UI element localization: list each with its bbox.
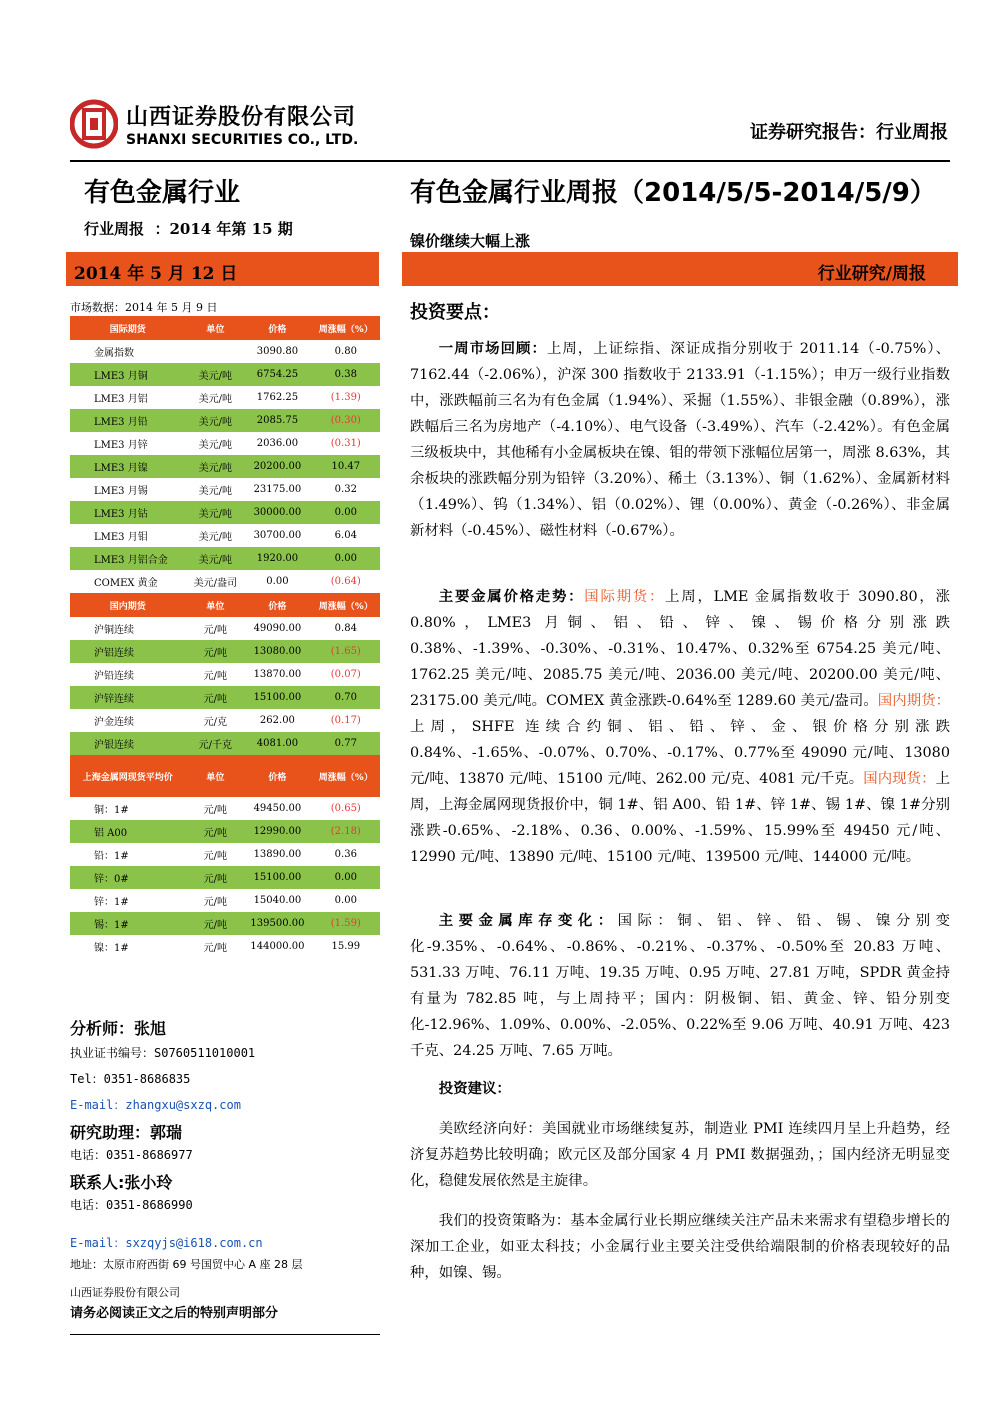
price-trend-paragraph: 主要金属价格走势：国际期货：上周，LME 金属指数收于 3090.80，涨 0.80%，LME3 月铜、铝、铅、锌、镍、锡价格分别涨跌 0.38%、-1.39%、-0.30%、-0.31%、10.47%、0.32%至 6754.25 美元/吨、1762.25 美元/吨、2085.75 美元/吨、2036.00 美元/吨、20200.00 美元/吨、23175.00 美元/吨。COMEX 黄金涨跌-0.64%至 1289.60 美元/盎司。国内期货：上周，SHFE 连续合约铜、铝、铅、锌、金、银价格分别涨跌 0.84%、-1.65%、-0.07%、0.70%、-0.17%、0.77%至 49090 元/吨、13080 元/吨、13870 元/吨、15100 元/吨、262.00 元/克、4081 元/千克。国内现货：上周，上海金属网现货报价中，铜 1#、铝 A00、铅 1#、锌 1#、锡 1#、镍 1#分别涨跌-0.65%、-2.18%、0.36、0.00%、-1.59%、15.99%至 49450 元/吨、12990 元/吨、13890 元/吨、15100 元/吨、139500 元/吨、144000 元/吨。 — [410, 589, 950, 865]
analyst-name: 分析师：张旭 — [70, 1019, 167, 1038]
table-cell: 铝 A00 — [70, 820, 187, 843]
table-row — [70, 617, 380, 640]
table-cell: 铅：1# — [70, 843, 187, 866]
table-cell: 美元/吨 — [187, 547, 243, 570]
table-cell: 2085.75 — [243, 409, 311, 432]
table-cell: 镍：1# — [70, 935, 187, 958]
company-name-en: SHANXI SECURITIES CO., LTD. — [126, 132, 359, 148]
market-data-table — [70, 316, 380, 958]
table-cell: 3090.80 — [243, 340, 311, 363]
table-cell: LME3 月铝合金 — [70, 547, 187, 570]
table-cell — [187, 340, 243, 363]
table-cell: 15100.00 — [243, 866, 311, 889]
table-cell: 元/吨 — [187, 663, 243, 686]
table-cell: 13870.00 — [243, 663, 311, 686]
table-cell: 锡：1# — [70, 912, 187, 935]
table-cell: 30000.00 — [243, 501, 311, 524]
table-cell: 0.00 — [312, 501, 380, 524]
header-cell: 上海金属网现货平均价 — [70, 755, 187, 797]
table-cell: 49450.00 — [243, 797, 311, 820]
contact-email[interactable]: E-mail：sxzqyjs@i618.com.cn — [70, 1236, 263, 1250]
inventory-paragraph: 主要金属库存变化：国际：铜、铝、锌、铅、锡、镍分别变化-9.35%、-0.64%、-0.86%、-0.21%、-0.37%、-0.50%至 20.83 万吨、531.33 万吨、76.11 万吨、19.35 万吨、0.95 万吨、27.81 万吨，SPDR 黄金持有量为 782.85 吨，与上周持平；国内：阴极铜、铝、黄金、锌、铅分别变化-12.96%、1.09%、0.00%、-2.05%、0.22%至 9.06 万吨、40.91 万吨、423 千克、24.25 万吨、7.65 万吨。 — [410, 913, 950, 1059]
table-cell: 元/吨 — [187, 640, 243, 663]
table-cell: (0.31) — [312, 432, 380, 455]
table-cell: 美元/吨 — [187, 363, 243, 386]
table-row — [70, 570, 380, 593]
table-cell: LME3 月铅 — [70, 409, 187, 432]
table-cell: (1.39) — [312, 386, 380, 409]
table-row — [70, 547, 380, 570]
table-cell: 美元/吨 — [187, 432, 243, 455]
table-cell: 元/吨 — [187, 843, 243, 866]
price-trend-label: 主要金属价格走势： — [438, 589, 585, 605]
analyst-email[interactable]: E-mail：zhangxu@sxzq.com — [70, 1098, 241, 1112]
table-cell: 13890.00 — [243, 843, 311, 866]
table-cell: (0.64) — [312, 570, 380, 593]
table-cell: 144000.00 — [243, 935, 311, 958]
table-row — [70, 363, 380, 386]
table-cell: 30700.00 — [243, 524, 311, 547]
table-cell: 元/吨 — [187, 889, 243, 912]
table-cell: 美元/吨 — [187, 501, 243, 524]
header-cell: 国际期货 — [70, 316, 187, 340]
table-cell: 沪银连续 — [70, 732, 187, 755]
table-cell: 元/吨 — [187, 866, 243, 889]
table-row — [70, 912, 380, 935]
table-cell: 6754.25 — [243, 363, 311, 386]
table-row — [70, 866, 380, 889]
table-row — [70, 478, 380, 501]
table-cell: 0.80 — [312, 340, 380, 363]
table-cell: 6.04 — [312, 524, 380, 547]
header-cell: 价格 — [243, 593, 311, 617]
header-cell: 单位 — [187, 593, 243, 617]
table-header — [70, 316, 380, 340]
table-cell: 美元/吨 — [187, 478, 243, 501]
table-cell: 美元/吨 — [187, 386, 243, 409]
table-cell: 沪铅连续 — [70, 663, 187, 686]
table-cell: 沪铜连续 — [70, 617, 187, 640]
strategy-paragraph: 我们的投资策略为：基本金属行业长期应继续关注产品未来需求有望稳步增长的深加工企业，如亚太科技；小金属行业主要关注受供给端限制的价格表现较好的品种，如镍、锡。 — [410, 1213, 950, 1281]
footer-rule — [70, 1334, 380, 1335]
table-cell: 20200.00 — [243, 455, 311, 478]
table-cell: 15040.00 — [243, 889, 311, 912]
table-cell: 元/吨 — [187, 617, 243, 640]
company-name-footer: 山西证券股份有限公司 — [70, 1286, 180, 1299]
analyst-tel: Tel：0351-8686835 — [70, 1072, 191, 1086]
table-cell: 12990.00 — [243, 820, 311, 843]
table-row — [70, 501, 380, 524]
table-cell: (0.17) — [312, 709, 380, 732]
table-cell: LME3 月锌 — [70, 432, 187, 455]
table-header — [70, 755, 380, 797]
report-date: 2014 年 5 月 12 日 — [74, 264, 238, 284]
contact-name: 联系人:张小玲 — [70, 1173, 173, 1192]
contact-tel: 电话：0351-8686990 — [70, 1198, 193, 1212]
table-row — [70, 663, 380, 686]
table-cell: 10.47 — [312, 455, 380, 478]
issue-number: 行业周报 ：2014 年第 15 期 — [84, 220, 293, 238]
table-cell: 1762.25 — [243, 386, 311, 409]
table-cell: 4081.00 — [243, 732, 311, 755]
report-category: 行业研究/周报 — [817, 264, 926, 284]
header-cell: 价格 — [243, 316, 311, 340]
inventory-label: 主要金属库存变化： — [438, 913, 618, 929]
table-row — [70, 386, 380, 409]
table-cell: 15100.00 — [243, 686, 311, 709]
table-row — [70, 935, 380, 958]
table-cell: 0.00 — [243, 570, 311, 593]
table-cell: 元/吨 — [187, 912, 243, 935]
header-cell: 周涨幅（%） — [312, 316, 380, 340]
table-cell: 23175.00 — [243, 478, 311, 501]
disclaimer-note: 请务必阅读正文之后的特别声明部分 — [70, 1306, 279, 1321]
assistant-tel: 电话：0351-8686977 — [70, 1148, 193, 1162]
table-row — [70, 524, 380, 547]
table-cell: 元/千克 — [187, 732, 243, 755]
header-cell: 周涨幅（%） — [312, 593, 380, 617]
table-cell: (1.65) — [312, 640, 380, 663]
market-review-label: 一周市场回顾： — [438, 341, 547, 357]
table-row — [70, 709, 380, 732]
table-cell: 0.32 — [312, 478, 380, 501]
table-cell: 49090.00 — [243, 617, 311, 640]
investment-heading: 投资要点： — [410, 302, 500, 323]
table-cell: 美元/吨 — [187, 455, 243, 478]
table-cell: 0.70 — [312, 686, 380, 709]
table-cell: LME3 月钼 — [70, 524, 187, 547]
table-row — [70, 409, 380, 432]
table-cell: 沪金连续 — [70, 709, 187, 732]
table-cell: (0.30) — [312, 409, 380, 432]
report-subtitle: 镍价继续大幅上涨 — [410, 232, 531, 250]
market-data-title: 市场数据：2014 年 5 月 9 日 — [70, 301, 218, 314]
table-row — [70, 640, 380, 663]
table-cell: 0.00 — [312, 866, 380, 889]
table-cell: COMEX 黄金 — [70, 570, 187, 593]
economy-paragraph: 美欧经济向好：美国就业市场继续复苏，制造业 PMI 连续四月呈上升趋势，经济复苏趋势比较明确；欧元区及部分国家 4 月 PMI 数据强劲，；国内经济无明显变化，稳健发展依然是主旋律。 — [410, 1121, 950, 1189]
table-cell: 铜：1# — [70, 797, 187, 820]
table-cell: 2036.00 — [243, 432, 311, 455]
table-cell: 沪锌连续 — [70, 686, 187, 709]
header-rule — [70, 160, 950, 162]
header-cell: 国内期货 — [70, 593, 187, 617]
report-type: 证券研究报告：行业周报 — [750, 122, 948, 143]
table-cell: (0.65) — [312, 797, 380, 820]
table-cell: 美元/吨 — [187, 524, 243, 547]
table-cell: 美元/盎司 — [187, 570, 243, 593]
table-header — [70, 593, 380, 617]
assistant-name: 研究助理：郭瑞 — [70, 1123, 183, 1142]
header-cell: 单位 — [187, 755, 243, 797]
report-title: 有色金属行业周报（2014/5/5-2014/5/9） — [410, 178, 936, 208]
advice-heading: 投资建议： — [438, 1081, 511, 1097]
header-cell: 周涨幅（%） — [312, 755, 380, 797]
table-row — [70, 820, 380, 843]
company-logo — [70, 98, 118, 150]
table-cell: LME3 月钴 — [70, 501, 187, 524]
table-cell: 262.00 — [243, 709, 311, 732]
table-cell: 元/吨 — [187, 820, 243, 843]
table-cell: 锌：1# — [70, 889, 187, 912]
table-cell: 0.36 — [312, 843, 380, 866]
table-cell: 1920.00 — [243, 547, 311, 570]
table-cell: LME3 月铝 — [70, 386, 187, 409]
table-row — [70, 797, 380, 820]
table-cell: LME3 月铜 — [70, 363, 187, 386]
table-cell: 0.77 — [312, 732, 380, 755]
company-name-cn: 山西证券股份有限公司 — [126, 105, 357, 130]
table-cell: (1.59) — [312, 912, 380, 935]
table-cell: 13080.00 — [243, 640, 311, 663]
table-cell: LME3 月锡 — [70, 478, 187, 501]
table-cell: 元/吨 — [187, 935, 243, 958]
table-row — [70, 686, 380, 709]
table-cell: 金属指数 — [70, 340, 187, 363]
table-row — [70, 340, 380, 363]
table-cell: 139500.00 — [243, 912, 311, 935]
header-cell: 单位 — [187, 316, 243, 340]
table-cell: 美元/吨 — [187, 409, 243, 432]
table-row — [70, 843, 380, 866]
table-row — [70, 732, 380, 755]
table-cell: LME3 月镍 — [70, 455, 187, 478]
header-cell: 价格 — [243, 755, 311, 797]
table-row — [70, 889, 380, 912]
table-cell: 元/克 — [187, 709, 243, 732]
table-cell: 0.00 — [312, 547, 380, 570]
table-row — [70, 432, 380, 455]
cert-number: 执业证书编号：S0760511010001 — [70, 1046, 256, 1060]
table-cell: 0.00 — [312, 889, 380, 912]
table-cell: 锌：0# — [70, 866, 187, 889]
market-review-paragraph: 一周市场回顾：上周，上证综指、深证成指分别收于 2011.14（-0.75%）、7162.44（-2.06%），沪深 300 指数收于 2133.91（-1.15%）；申万一级行业指数中，涨跌幅前三名为有色金属（1.94%）、采掘（1.55%）、非银金融（0.89%），涨跌幅后三名为房地产（-4.10%）、电气设备（-3.49%）、汽车（-2.42%）。有色金属三级板块中，其他稀有小金属板块在镍、钼的带领下涨幅位居第一，周涨 8.63%，其余板块的涨跌幅分别为铅锌（3.20%）、稀土（3.13%）、铜（1.62%）、金属新材料（1.49%）、钨（1.34%）、铝（0.02%）、锂（0.00%）、黄金（-0.26%）、非金属新材料（-0.45%）、磁性材料（-0.67%）。 — [410, 341, 950, 539]
table-cell: 0.38 — [312, 363, 380, 386]
table-cell: 0.84 — [312, 617, 380, 640]
table-cell: 元/吨 — [187, 797, 243, 820]
industry-title: 有色金属行业 — [84, 178, 241, 208]
company-address: 地址：太原市府西街 69 号国贸中心 A 座 28 层 — [70, 1258, 303, 1271]
table-cell: 沪铝连续 — [70, 640, 187, 663]
table-cell: 15.99 — [312, 935, 380, 958]
table-row — [70, 455, 380, 478]
table-cell: 元/吨 — [187, 686, 243, 709]
table-cell: (0.07) — [312, 663, 380, 686]
table-cell: (2.18) — [312, 820, 380, 843]
